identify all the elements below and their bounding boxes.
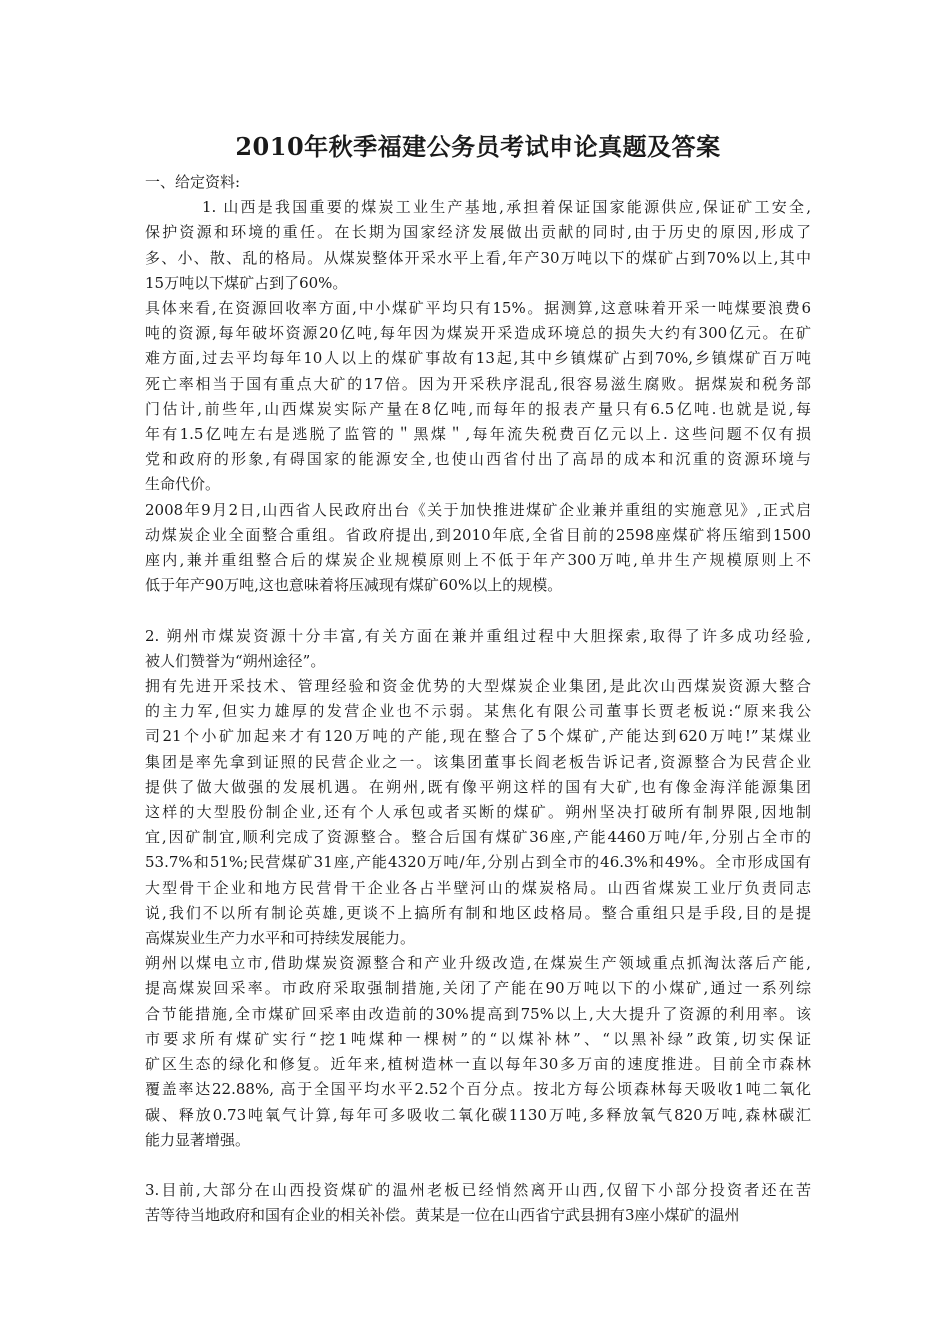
text-line: 司21个小矿加起来才有120万吨的产能,现在整合了5个煤矿,产能达到620万吨!”某煤业 <box>145 727 811 746</box>
text-line: 提供了做大做强的发展机遇。在朔州,既有像平朔这样的国有大矿,也有像金海洋能源集团 <box>145 777 811 796</box>
text-line: 53.7%和51%;民营煤矿31座,产能4320万吨/年,分别占到全市的46.3%和49%。全市形成国有 <box>145 853 811 872</box>
text-line: 高煤炭业生产力水平和可持续发展能力。 <box>145 929 416 948</box>
text-line: 的主力军,但实力雄厚的发营企业也不示弱。某焦化有限公司董事长贾老板说:“原来我公 <box>145 702 811 721</box>
text-line: 座内,兼并重组整合后的煤炭企业规模原则上不低于年产300万吨,单井生产规模原则上不 <box>145 551 811 570</box>
text-line: 多、小、散、乱的格局。从煤炭整体开采水平上看,年产30万吨以下的煤矿占到70%以上,其中 <box>145 248 811 267</box>
text-line: 被人们赞誉为“朔州途径”。 <box>145 651 326 670</box>
text-line: 大型骨干企业和地方民营骨干企业各占半壁河山的煤炭格局。山西省煤炭工业厅负责同志 <box>145 878 811 897</box>
paragraph <box>145 195 811 296</box>
text-line: 2008年9月2日,山西省人民政府出台《关于加快推进煤矿企业兼并重组的实施意见》,正式启 <box>145 500 811 519</box>
text-line: 3.目前,大部分在山西投资煤矿的温州老板已经悄然离开山西,仅留下小部分投资者还在苦 <box>145 1181 811 1200</box>
document-page <box>145 130 811 1229</box>
text-line: 吨的资源,每年破坏资源20亿吨,每年因为煤炭开采造成环境总的损失大约有300亿元。在矿 <box>145 324 811 343</box>
text-line: 具体来看,在资源回收率方面,中小煤矿平均只有15%。据测算,这意味着开采一吨煤要浪费6 <box>145 299 811 318</box>
text-line: 提高煤炭回采率。市政府采取强制措施,关闭了产能在90万吨以下的小煤矿,通过一系列综 <box>145 979 811 998</box>
paragraph <box>145 674 811 951</box>
text-line: 覆盖率达22.88%, 高于全国平均水平2.52个百分点。按北方每公顷森林每天吸收1吨二氧化 <box>145 1080 811 1099</box>
text-line: 合节能措施,全市煤矿回采率由改造前的30%提高到75%以上,大大提升了资源的利用率。该 <box>145 1004 811 1023</box>
paragraph <box>145 951 811 1153</box>
document-title: 2010年秋季福建公务员考试申论真题及答案 <box>235 132 721 161</box>
paragraph <box>145 624 811 674</box>
text-line: 能力显著增强。 <box>145 1130 251 1149</box>
document-body <box>145 195 811 1228</box>
text-line: 宜,因矿制宜,顺利完成了资源整合。整合后国有煤矿36座,产能4460万吨/年,分别占全市的 <box>145 828 811 847</box>
text-line: 1. 山西是我国重要的煤炭工业生产基地,承担着保证国家能源供应,保证矿工安全, <box>202 198 811 217</box>
text-line: 集团是率先拿到证照的民营企业之一。该集团董事长阎老板告诉记者,资源整合为民营企业 <box>145 752 811 771</box>
text-line: 难方面,过去平均每年10人以上的煤矿事故有13起,其中乡镇煤矿占到70%,乡镇煤矿百万吨 <box>145 349 811 368</box>
text-line: 15万吨以下煤矿占到了60%。 <box>145 273 348 292</box>
text-line: 说,我们不以所有制论英雄,更谈不上搞所有制和地区歧格局。整合重组只是手段,目的是提 <box>145 903 811 922</box>
paragraph-spacer <box>145 598 811 623</box>
text-line: 朔州以煤电立市,借助煤炭资源整合和产业升级改造,在煤炭生产领域重点抓淘汰落后产能, <box>145 954 811 973</box>
text-line: 这样的大型股份制企业,还有个人承包或者买断的煤矿。朔州坚决打破所有制界限,因地制 <box>145 803 811 822</box>
text-line: 苦等待当地政府和国有企业的相关补偿。黄某是一位在山西省宁武县拥有3座小煤矿的温州 <box>145 1206 740 1225</box>
text-line: 矿区生态的绿化和修复。近年来,植树造林一直以每年30多万亩的速度推进。目前全市森林 <box>145 1055 811 1074</box>
section-heading: 一、给定资料: <box>145 173 241 191</box>
paragraph-spacer <box>145 1153 811 1178</box>
text-line: 低于年产90万吨,这也意味着将压减现有煤矿60%以上的规模。 <box>145 576 563 595</box>
paragraph <box>145 1178 811 1228</box>
paragraph <box>145 296 811 498</box>
text-line: 门估计,前些年,山西煤炭实际产量在8亿吨,而每年的报表产量只有6.5亿吨.也就是说,每 <box>145 399 811 418</box>
text-line: 党和政府的形象,有碍国家的能源安全,也使山西省付出了高昂的成本和沉重的资源环境与 <box>145 450 811 469</box>
text-line: 拥有先进开采技术、管理经验和资金优势的大型煤炭企业集团,是此次山西煤炭资源大整合 <box>145 677 811 696</box>
text-line: 死亡率相当于国有重点大矿的17倍。因为开采秩序混乱,很容易滋生腐败。据煤炭和税务部 <box>145 374 811 393</box>
text-line: 碳、释放0.73吨氧气计算,每年可多吸收二氧化碳1130万吨,多释放氧气820万吨,森林碳汇 <box>145 1105 811 1124</box>
text-line: 2. 朔州市煤炭资源十分丰富,有关方面在兼并重组过程中大胆探索,取得了许多成功经验, <box>145 626 811 645</box>
text-line: 年有1.5亿吨左右是逃脱了监管的＂黑煤＂,每年流失税费百亿元以上. 这些问题不仅有损 <box>145 425 811 444</box>
text-line: 动煤炭企业全面整合重组。省政府提出,到2010年底,全省目前的2598座煤矿将压缩到1500 <box>145 525 811 544</box>
paragraph <box>145 498 811 599</box>
text-line: 保护资源和环境的重任。在长期为国家经济发展做出贡献的同时,由于历史的原因,形成了 <box>145 223 811 242</box>
text-line: 生命代价。 <box>145 475 221 494</box>
text-line: 市要求所有煤矿实行“挖1吨煤种一棵树”的“以煤补林”、“以黑补绿”政策,切实保证 <box>145 1029 811 1048</box>
